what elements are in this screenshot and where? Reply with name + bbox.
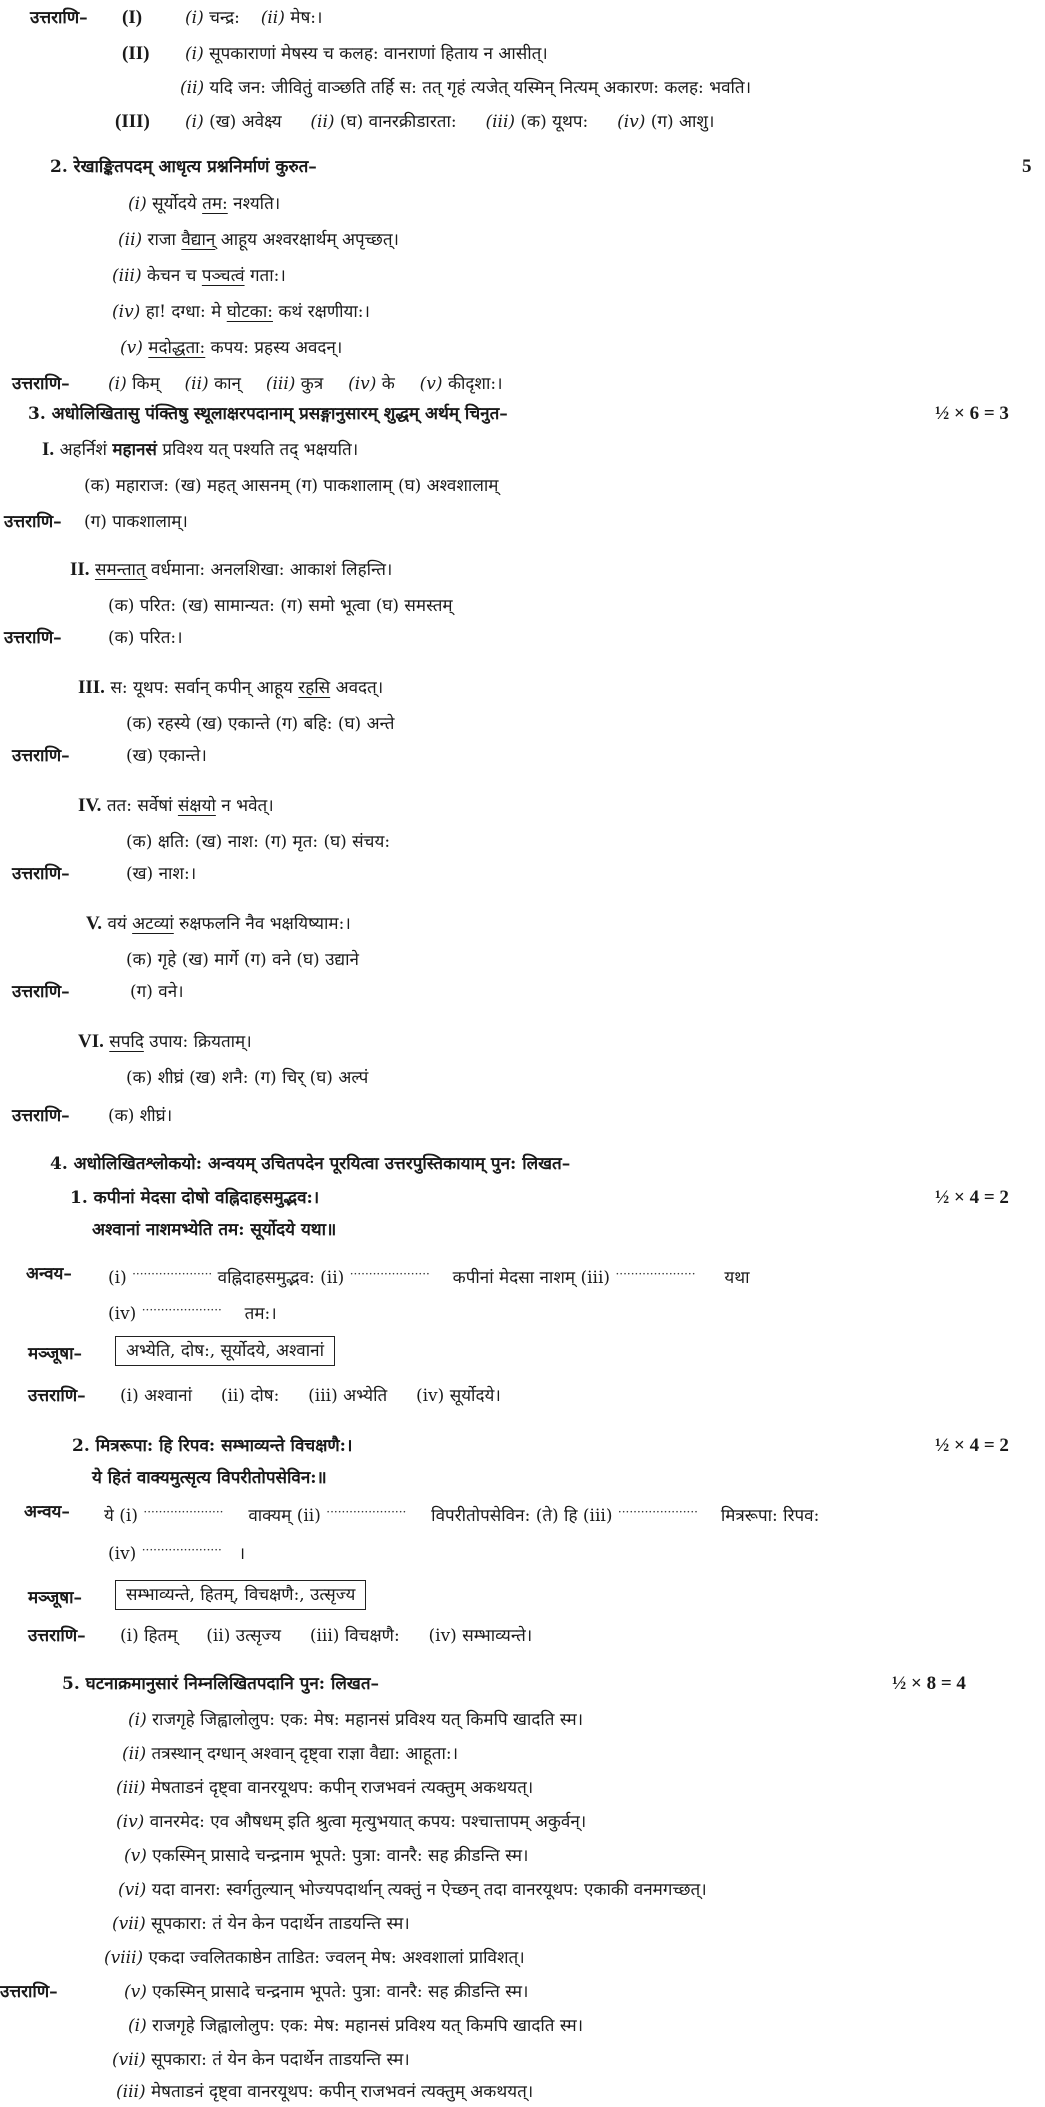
answer-text: कुत्र bbox=[300, 374, 324, 394]
item-marker: (ii) bbox=[206, 1626, 231, 1646]
answer-text: चन्द्र: bbox=[209, 8, 240, 28]
marks: ½ × 8 = 4 bbox=[892, 1673, 966, 1694]
shloka-line: 2. मित्ररूपा: हि रिपव: सम्भाव्यन्ते विचक्षणै:। bbox=[72, 1436, 353, 1456]
answer-text: सूर्योदये। bbox=[449, 1386, 501, 1406]
marks: ½ × 4 = 2 bbox=[935, 1435, 1009, 1456]
options: (क) गृहे (ख) मार्गे (ग) वने (घ) उद्याने bbox=[126, 950, 359, 970]
item-marker: (iii) bbox=[116, 2082, 146, 2102]
sentence bbox=[78, 794, 274, 818]
question-5-title: 5. घटनाक्रमानुसारं निम्नलिखितपदानि पुन: लिखत– bbox=[62, 1674, 380, 1694]
item-marker: (vii) bbox=[112, 2050, 146, 2070]
blank[interactable]: ····················· bbox=[141, 1303, 222, 1317]
answer-text: कीदृशा:। bbox=[447, 374, 503, 394]
item-text: सूपकारा: तं येन केन पदार्थेन ताडयन्ति स्म। bbox=[151, 2050, 410, 2070]
underlined-word: मदोद्धता: bbox=[148, 338, 206, 358]
question-item bbox=[118, 228, 399, 252]
blank[interactable]: ····················· bbox=[617, 1505, 698, 1519]
item-marker: (ii) bbox=[122, 1744, 147, 1764]
item-text: सूपकारा: तं येन केन पदार्थेन ताडयन्ति स्म। bbox=[151, 1914, 410, 1934]
answer-label: उत्तराणि– bbox=[4, 512, 62, 532]
text: तम:। bbox=[244, 1304, 277, 1324]
part-number: III. bbox=[78, 677, 105, 698]
item-marker: (iii) bbox=[580, 1268, 611, 1288]
item-marker: (i) bbox=[108, 1268, 127, 1288]
item-text: एकदा ज्वलितकाष्ठेन ताडित: ज्वलन् मेष: अश्वशालां प्राविशत्। bbox=[148, 1948, 525, 1968]
answer-line bbox=[120, 1384, 501, 1408]
answer-line bbox=[120, 1624, 532, 1648]
marks: ½ × 4 = 2 bbox=[935, 1187, 1009, 1208]
anvaya-line bbox=[104, 1500, 819, 1528]
answer-line bbox=[185, 42, 548, 66]
item-marker: (i) bbox=[128, 2016, 147, 2036]
blank[interactable]: ····················· bbox=[326, 1505, 407, 1519]
answer-line bbox=[180, 76, 751, 100]
answer-text: (ख) नाश:। bbox=[126, 864, 197, 884]
word-bank: अभ्येति, दोष:, सूर्योदये, अश्वानां bbox=[115, 1336, 335, 1366]
text: तत: सर्वेषां bbox=[106, 796, 178, 816]
answer-label: उत्तराणि– bbox=[28, 1626, 86, 1646]
text: वयं bbox=[107, 914, 133, 934]
sentence bbox=[78, 676, 383, 700]
item-marker: (iv) bbox=[116, 1812, 145, 1832]
text: स: यूथप: सर्वान् कपीन् आहूय bbox=[110, 678, 299, 698]
answer-text: (ग) पाकशालाम्। bbox=[84, 512, 188, 532]
part-number: (III) bbox=[115, 111, 150, 132]
item-marker: (v) bbox=[120, 338, 143, 358]
answer-text: कान् bbox=[214, 374, 241, 394]
answer-text: के bbox=[381, 374, 395, 394]
manjusha-box bbox=[115, 1336, 335, 1366]
list-item bbox=[122, 1742, 458, 1766]
text: वर्धमाना: अनलशिखा: आकाशं लिहन्ति। bbox=[145, 560, 393, 580]
item-text: राजगृहे जिह्वालोलुप: एक: मेष: महानसं प्रविश्य यत् किमपि खादति स्म। bbox=[152, 1710, 584, 1730]
list-item bbox=[128, 2014, 583, 2038]
options: (क) शीघ्रं (ख) शनै: (ग) चिर् (घ) अल्पं bbox=[126, 1068, 369, 1088]
list-item bbox=[124, 1844, 528, 1868]
sentence bbox=[78, 1030, 252, 1054]
text: कपीनां मेदसा नाशम् bbox=[452, 1268, 576, 1288]
text: न भवेत्। bbox=[215, 796, 274, 816]
answer-line bbox=[108, 372, 503, 396]
list-item bbox=[116, 1776, 533, 1800]
item-marker: (iv) bbox=[112, 302, 141, 322]
word-bank: सम्भाव्यन्ते, हितम्, विचक्षणै:, उत्सृज्य bbox=[115, 1580, 366, 1610]
list-item bbox=[118, 1878, 707, 1902]
list-item bbox=[116, 2080, 533, 2104]
item-marker: (ii) bbox=[320, 1268, 345, 1288]
item-marker: (ii) bbox=[310, 112, 335, 132]
text: केचन च bbox=[146, 266, 202, 286]
answer-text: दोष: bbox=[250, 1386, 280, 1406]
text: ये bbox=[104, 1506, 114, 1526]
text: उपाय: क्रियताम्। bbox=[143, 1032, 252, 1052]
anvaya-line bbox=[108, 1298, 277, 1326]
text: सूर्योदये bbox=[152, 194, 203, 214]
list-item bbox=[116, 1810, 586, 1834]
answer-label: उत्तराणि– bbox=[12, 982, 70, 1002]
sentence bbox=[42, 438, 358, 462]
item-marker: (i) bbox=[119, 1506, 138, 1526]
answer-text: अश्वानां bbox=[144, 1386, 193, 1406]
answer-label: उत्तराणि– bbox=[12, 1106, 70, 1126]
underlined-word: पञ्चत्वं bbox=[201, 266, 245, 286]
item-marker: (i) bbox=[120, 1386, 139, 1406]
text: कथं रक्षणीया:। bbox=[272, 302, 370, 322]
manjusha-label: मञ्जूषा– bbox=[28, 1344, 83, 1364]
item-marker: (i) bbox=[185, 44, 204, 64]
underlined-word: अटव्यां bbox=[132, 914, 174, 934]
item-marker: (iii) bbox=[116, 1778, 146, 1798]
answer-label: उत्तराणि– bbox=[4, 628, 62, 648]
text: वह्निदाहसमुद्भव: bbox=[217, 1268, 315, 1288]
anvaya-line bbox=[108, 1262, 750, 1290]
underlined-word: वैद्यान् bbox=[181, 230, 216, 250]
sentence bbox=[70, 558, 392, 582]
list-item bbox=[128, 1708, 583, 1732]
question-3-title: 3. अधोलिखितासु पंक्तिषु स्थूलाक्षरपदानाम् प्रसङ्गानुसारम् शुद्धम् अर्थम् चिनुत– bbox=[28, 404, 508, 424]
item-marker: (iii) bbox=[582, 1506, 613, 1526]
text: कपय: प्रहस्य अवदन्। bbox=[205, 338, 343, 358]
answer-label: उत्तराणि– bbox=[12, 374, 70, 394]
answer-text: (क) परित:। bbox=[108, 628, 183, 648]
item-marker: (iii) bbox=[112, 266, 142, 286]
item-text: वानरमेद: एव औषधम् इति श्रुत्वा मृत्युभयात् कपय: पश्चात्तापम् अकुर्वन्। bbox=[149, 1812, 587, 1832]
item-text: मेषताडनं दृष्ट्वा वानरयूथप: कपीन् राजभवनं त्यक्तुम् अकथयत्। bbox=[150, 1778, 534, 1798]
item-marker: (iii) bbox=[485, 112, 516, 132]
answer-text: उत्सृज्य bbox=[235, 1626, 282, 1646]
answer-label: उत्तराणि– bbox=[12, 864, 70, 884]
text: गता:। bbox=[244, 266, 286, 286]
item-marker: (vi) bbox=[118, 1880, 147, 1900]
underlined-word: सपदि bbox=[109, 1032, 144, 1052]
shloka-line: ये हितं वाक्यमुत्सृत्य विपरीतोपसेविन:॥ bbox=[92, 1468, 327, 1488]
item-marker: (ii) bbox=[260, 8, 285, 28]
answer-text: (क) शीघ्रं। bbox=[108, 1106, 173, 1126]
answer-text: सूपकाराणां मेषस्य च कलह: वानराणां हिताय न आसीत्। bbox=[209, 44, 548, 64]
underlined-word: समन्तात् bbox=[94, 560, 146, 580]
item-marker: (i) bbox=[185, 8, 204, 28]
underlined-word: घोटका: bbox=[226, 302, 273, 322]
answer-text: यदि जन: जीवितुं वाञ्छति तर्हि स: तत् गृहं त्यजेत् यस्मिन् नित्यम् अकारण: कलह: भवति। bbox=[209, 78, 752, 98]
list-item bbox=[112, 1912, 410, 1936]
answer-label: उत्तराणि– bbox=[28, 1386, 86, 1406]
underlined-word: रहसि bbox=[298, 678, 331, 698]
item-marker: (iv) bbox=[108, 1304, 137, 1324]
answer-text: विचक्षणै: bbox=[344, 1626, 400, 1646]
question-2-title: 2. रेखाङ्कितपदम् आधृत्य प्रश्ननिर्माणं कुरुत– bbox=[50, 157, 317, 177]
list-item bbox=[124, 1980, 528, 2004]
item-marker: (iii) bbox=[265, 374, 296, 394]
question-item bbox=[128, 192, 280, 216]
blank[interactable]: ····················· bbox=[141, 1543, 222, 1557]
blank[interactable]: ····················· bbox=[615, 1267, 696, 1281]
manjusha-label: मञ्जूषा– bbox=[28, 1588, 83, 1608]
question-item bbox=[112, 300, 370, 324]
text: नश्यति। bbox=[227, 194, 281, 214]
item-text: मेषताडनं दृष्ट्वा वानरयूथप: कपीन् राजभवनं त्यक्तुम् अकथयत्। bbox=[150, 2082, 534, 2102]
item-marker: (ii) bbox=[118, 230, 143, 250]
answer-label: उत्तराणि– bbox=[30, 8, 88, 28]
list-item bbox=[112, 2048, 410, 2072]
text: आहूय अश्वरक्षार्थम् अपृच्छत्। bbox=[215, 230, 399, 250]
answer-text: (क) यूथप: bbox=[520, 112, 589, 132]
blank[interactable]: ····················· bbox=[143, 1505, 224, 1519]
answer-text: (घ) वानरक्रीडारता: bbox=[339, 112, 457, 132]
text: अवदत्। bbox=[330, 678, 384, 698]
text: अहर्निशं bbox=[59, 440, 113, 460]
item-marker: (ii) bbox=[296, 1506, 321, 1526]
part-number: I. bbox=[42, 439, 55, 460]
item-marker: (v) bbox=[124, 1982, 147, 2002]
text: । bbox=[238, 1544, 246, 1564]
blank[interactable]: ····················· bbox=[349, 1267, 430, 1281]
item-text: राजगृहे जिह्वालोलुप: एक: मेष: महानसं प्रविश्य यत् किमपि खादति स्म। bbox=[152, 2016, 584, 2036]
item-marker: (iii) bbox=[309, 1626, 340, 1646]
item-marker: (i) bbox=[128, 194, 147, 214]
item-marker: (iv) bbox=[108, 1544, 137, 1564]
answer-text: हितम् bbox=[144, 1626, 178, 1646]
item-marker: (iv) bbox=[348, 374, 377, 394]
answer-line bbox=[185, 110, 714, 134]
item-marker: (v) bbox=[124, 1846, 147, 1866]
part-number: IV. bbox=[78, 795, 102, 816]
text: राजा bbox=[147, 230, 182, 250]
answer-text: (ग) वने। bbox=[130, 982, 184, 1002]
anvaya-label: अन्वय– bbox=[24, 1502, 70, 1522]
item-marker: (ii) bbox=[180, 78, 205, 98]
question-4-title: 4. अधोलिखितश्लोकयो: अन्वयम् उचितपदेन पूरयित्वा उत्तरपुस्तिकायाम् पुन: लिखत– bbox=[50, 1154, 571, 1174]
item-text: तत्रस्थान् दग्धान् अश्वान् दृष्ट्वा राज्ञा वैद्या: आहूता:। bbox=[151, 1744, 459, 1764]
part-number: (I) bbox=[122, 7, 143, 28]
marks: ½ × 6 = 3 bbox=[935, 403, 1009, 424]
text: मित्ररूपा: रिपव: bbox=[720, 1506, 820, 1526]
answer-text: (ख) अवेक्ष्य bbox=[209, 112, 282, 132]
item-marker: (viii) bbox=[104, 1948, 144, 1968]
item-marker: (iv) bbox=[415, 1386, 445, 1406]
part-number: (II) bbox=[122, 43, 150, 64]
item-marker: (i) bbox=[128, 1710, 147, 1730]
answer-label: उत्तराणि– bbox=[12, 746, 70, 766]
question-item bbox=[112, 264, 286, 288]
text: यथा bbox=[724, 1268, 750, 1288]
item-marker: (ii) bbox=[184, 374, 209, 394]
answer-text: सम्भाव्यन्ते। bbox=[462, 1626, 533, 1646]
anvaya-label: अन्वय– bbox=[26, 1264, 72, 1284]
answer-label: उत्तराणि– bbox=[0, 1982, 58, 2002]
item-marker: (i) bbox=[185, 112, 204, 132]
item-text: यदा वानरा: स्वर्गतुल्यान् भोज्यपदार्थान् त्यक्तुं न ऐच्छन् तदा वानरयूथप: एकाकी वनमगच्छत्। bbox=[151, 1880, 707, 1900]
answer-line bbox=[185, 6, 322, 30]
answer-text: (ग) आशु। bbox=[650, 112, 715, 132]
part-number: II. bbox=[70, 559, 90, 580]
manjusha-box bbox=[115, 1580, 366, 1610]
underlined-word: संक्षयो bbox=[177, 796, 216, 816]
item-marker: (i) bbox=[120, 1626, 139, 1646]
part-number: VI. bbox=[78, 1031, 104, 1052]
underlined-word: तम: bbox=[202, 194, 228, 214]
text: वाक्यम् bbox=[248, 1506, 292, 1526]
anvaya-line bbox=[108, 1538, 245, 1566]
item-text: एकस्मिन् प्रासादे चन्द्रनाम भूपते: पुत्रा: वानरै: सह क्रीडन्ति स्म। bbox=[152, 1846, 529, 1866]
text: विपरीतोपसेविन: (ते) हि bbox=[431, 1506, 578, 1526]
text: हा! दग्धा: मे bbox=[145, 302, 227, 322]
text: प्रविश्य यत् पश्यति तद् भक्षयति। bbox=[156, 440, 359, 460]
item-marker: (iv) bbox=[617, 112, 646, 132]
blank[interactable]: ····················· bbox=[132, 1267, 213, 1281]
item-marker: (iv) bbox=[428, 1626, 457, 1646]
options: (क) रहस्ये (ख) एकान्ते (ग) बहि: (घ) अन्ते bbox=[126, 714, 395, 734]
shloka-line: 1. कपीनां मेदसा दोषो वह्निदाहसमुद्भव:। bbox=[70, 1188, 320, 1208]
list-item bbox=[104, 1946, 525, 1970]
item-marker: (iii) bbox=[308, 1386, 338, 1406]
shloka-line: अश्वानां नाशमभ्येति तम: सूर्योदये यथा॥ bbox=[92, 1220, 337, 1240]
answer-text: किम् bbox=[132, 374, 160, 394]
item-marker: (i) bbox=[108, 374, 127, 394]
item-marker: (vii) bbox=[112, 1914, 146, 1934]
text: रुक्षफलनि नैव भक्षयिष्याम:। bbox=[173, 914, 351, 934]
bold-word: महानसं bbox=[112, 440, 157, 460]
options: (क) क्षति: (ख) नाश: (ग) मृत: (घ) संचय: bbox=[126, 832, 391, 852]
part-number: V. bbox=[86, 913, 103, 934]
item-text: एकस्मिन् प्रासादे चन्द्रनाम भूपते: पुत्रा: वानरै: सह क्रीडन्ति स्म। bbox=[152, 1982, 529, 2002]
question-item bbox=[120, 336, 342, 360]
sentence bbox=[86, 912, 351, 936]
options: (क) परित: (ख) सामान्यत: (ग) समो भूत्वा (घ) समस्तम् bbox=[108, 596, 453, 616]
item-marker: (ii) bbox=[220, 1386, 245, 1406]
answer-text: अभ्येति bbox=[343, 1386, 388, 1406]
options: (क) महाराज: (ख) महत् आसनम् (ग) पाकशालाम् (घ) अश्वशालाम् bbox=[84, 476, 499, 496]
item-marker: (v) bbox=[419, 374, 443, 394]
marks: 5 bbox=[1022, 156, 1032, 177]
answer-text: मेष:। bbox=[290, 8, 323, 28]
answer-text: (ख) एकान्ते। bbox=[126, 746, 207, 766]
